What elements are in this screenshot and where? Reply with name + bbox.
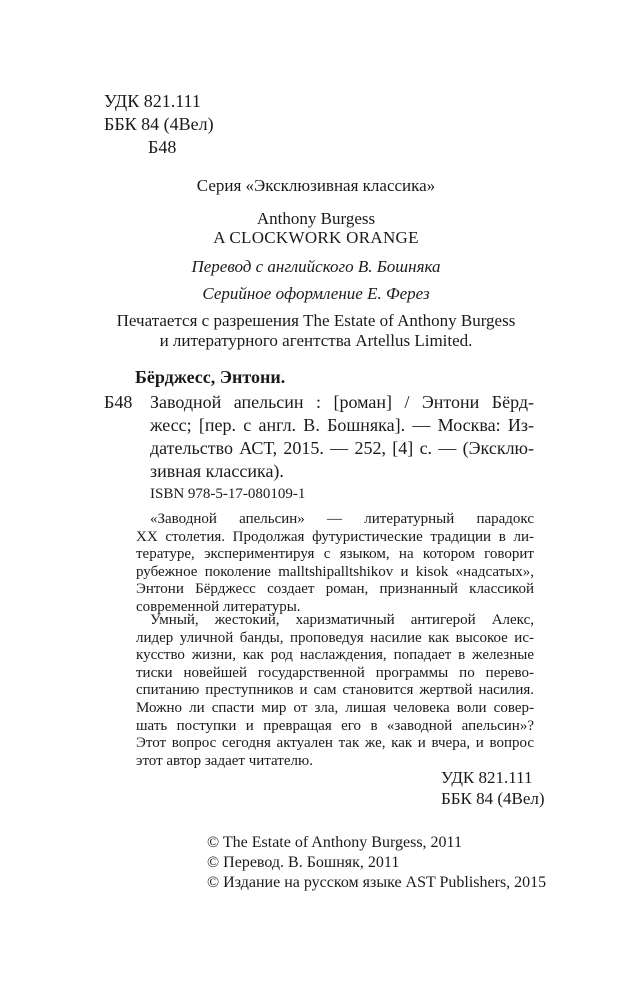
- annotation-line: Этот вопрос сегодня актуален так же, как и вчера, и вопрос: [136, 735, 534, 752]
- annotation-line: лидер уличной банды, проповедуя насилие как высокое ис-: [136, 629, 534, 646]
- original-author: Anthony Burgess: [256, 209, 376, 228]
- annotation-line: рубежное поколение malltshipalltshikov и kisok «надсатых»,: [136, 563, 534, 580]
- annotation-line: кусство жизни, как род наслаждения, попадает в железные: [136, 647, 534, 664]
- udk-code-bottom: УДК 821.111: [441, 768, 533, 787]
- annotation-line: спитанию преступников и сам становится жертвой насилия.: [136, 682, 534, 699]
- copyright-line: © Издание на русском языке AST Publishers, 2015: [207, 874, 547, 891]
- annotation-line: этот автор задает читателю.: [136, 752, 313, 769]
- annotation-line: тературе, экспериментируя с языком, на котором говорит: [136, 546, 534, 563]
- annotation-line: тиски новейшей государственной программы по перево-: [136, 664, 534, 681]
- annotation-line: шать поступки и превращая его в «заводной апельсин»?: [136, 717, 534, 734]
- annotation-line: XX столетия. Продолжая футуристические традиции в ли-: [136, 528, 534, 545]
- catalog-line: дательство АСТ, 2015. — 252, [4] с. — (Эксклю-: [150, 438, 534, 458]
- annotation-paragraph-2: [136, 612, 534, 770]
- annotation-line: современной литературы.: [136, 598, 301, 615]
- original-title: A CLOCKWORK ORANGE: [213, 228, 419, 247]
- permission-line-1: Печатается с разрешения The Estate of Anthony Burgess: [116, 311, 516, 330]
- catalog-author-mark: Б48: [104, 392, 133, 412]
- annotation-line: Можно ли спасти мир от зла, лишая человека воли совер-: [136, 699, 534, 716]
- isbn: ISBN 978-5-17-080109-1: [150, 486, 306, 502]
- annotation-line: Умный, жестокий, харизматичный антигерой Алекс,: [150, 612, 534, 628]
- copyright-line: © Перевод. В. Бошняк, 2011: [207, 854, 400, 871]
- copyright-line: © The Estate of Anthony Burgess, 2011: [207, 834, 462, 851]
- author-mark-top: Б48: [148, 137, 177, 157]
- annotation-line: «Заводной апельсин» — литературный парадокс: [150, 511, 534, 527]
- translation-credit: Перевод с английского В. Бошняка: [191, 257, 441, 276]
- annotation-paragraph-1: [136, 511, 534, 617]
- bbk-code-bottom: ББК 84 (4Вел): [441, 789, 545, 808]
- series-line: Серия «Эксклюзивная классика»: [196, 176, 436, 195]
- catalog-description: [150, 391, 534, 483]
- permission-line-2: и литературного агентства Artellus Limited.: [159, 331, 473, 350]
- catalog-heading: Бёрджесс, Энтони.: [135, 367, 286, 387]
- catalog-line: зивная классика).: [150, 461, 284, 481]
- design-credit: Серийное оформление Е. Ферез: [202, 284, 430, 303]
- catalog-line: Заводной апельсин : [роман] / Энтони Бёрд-: [150, 392, 534, 412]
- udk-code-top: УДК 821.111: [104, 91, 201, 111]
- catalog-line: жесс; [пер. с англ. В. Бошняка]. — Москва: Из-: [150, 415, 534, 435]
- annotation-line: Энтони Бёрджесс создает роман, признанный классикой: [136, 581, 534, 598]
- bbk-code-top: ББК 84 (4Вел): [104, 114, 214, 134]
